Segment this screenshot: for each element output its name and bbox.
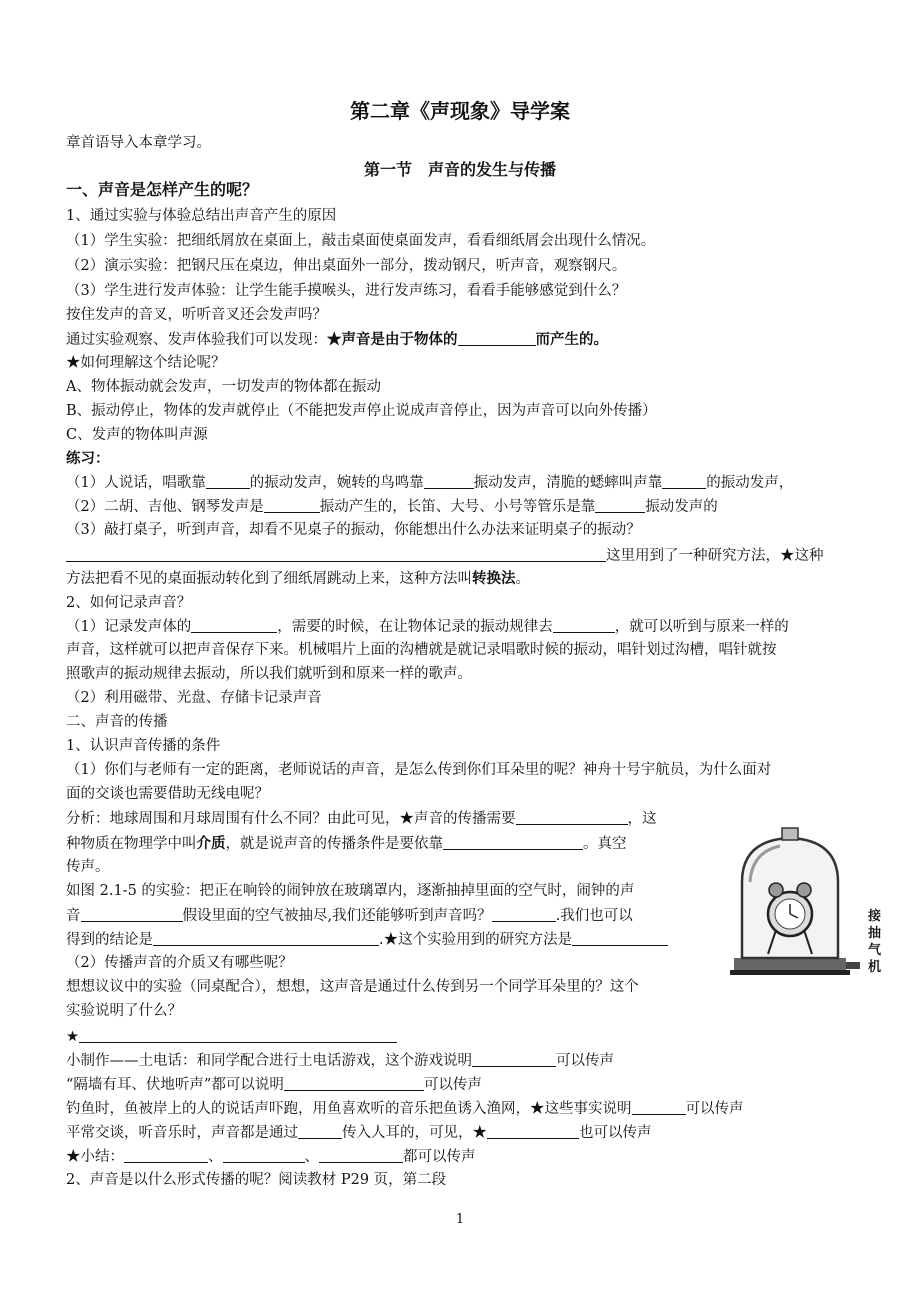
page-number: 1	[455, 1212, 465, 1227]
dome-knob	[782, 828, 798, 840]
text: 也可以传声	[579, 1125, 652, 1141]
paragraph: （2）传播声音的介质又有哪些呢？	[66, 955, 293, 971]
jar-plate	[730, 970, 850, 975]
paragraph: 照歌声的振动规律去振动，所以我们就听到和原来一样的歌声。	[66, 666, 472, 682]
fishing-line	[66, 1098, 744, 1119]
text: ★小结：	[66, 1149, 124, 1165]
jar-base	[734, 958, 846, 972]
figure-caption: 接抽气机	[868, 909, 882, 975]
conversion-method-line	[66, 569, 530, 589]
text: （1）记录发声体的	[66, 619, 192, 635]
paragraph: （1）学生实验：把细纸屑放在桌面上，敲击桌面使桌面发声，看看细纸屑会出现什么情况。	[66, 233, 656, 249]
answer-blank[interactable]	[424, 472, 474, 489]
text: 方法把看不见的桌面振动转化到了细纸屑跳动上来，这种方法叫	[66, 571, 472, 587]
bell-jar-figure	[728, 822, 898, 997]
paragraph: 如图 2.1-5 的实验：把正在响铃的闹钟放在玻璃罩内，逐渐抽掉里面的空气时，闹钟的声	[66, 883, 635, 899]
summary-line	[66, 1146, 476, 1167]
answer-blank[interactable]	[572, 929, 668, 946]
conclusion-bold: ★声音是由于物体的	[327, 331, 458, 348]
answer-blank[interactable]	[284, 1074, 424, 1091]
bell-jar-line-2	[66, 905, 633, 926]
answer-blank[interactable]	[662, 472, 706, 489]
paragraph: 1、认识声音传播的条件	[66, 738, 221, 754]
text: ，就可以听到与原来一样的	[614, 619, 789, 635]
analysis-line-2	[66, 833, 627, 854]
text: 振动发声的	[645, 499, 718, 515]
text: “隔墙有耳、伏地听声”都可以说明	[66, 1077, 284, 1093]
conversation-line	[66, 1122, 652, 1143]
conclusion-bold: 而产生的。	[535, 331, 608, 348]
answer-blank[interactable]	[319, 1146, 403, 1163]
text: 。	[515, 571, 530, 587]
paragraph: 声音，这样就可以把声音保存下来。机械唱片上面的沟槽就是就记录唱歌时候的振动，唱针划过沟槽，唱针就按	[66, 642, 777, 658]
exercise-3-answer-line	[66, 545, 824, 566]
star-answer-line	[66, 1026, 397, 1047]
answer-blank[interactable]	[472, 1050, 556, 1067]
text: 得到的结论是	[66, 932, 153, 948]
paragraph: （3）学生进行发声体验：让学生能手摸喉头，进行发声练习，看看手能够感觉到什么？	[66, 283, 627, 299]
text: 平常交谈，听音乐时，声音都是通过	[66, 1125, 298, 1141]
text: 的振动发声，婉转的鸟鸣靠	[249, 475, 424, 491]
text: 的振动发声，	[706, 475, 794, 491]
paragraph: （1）你们与老师有一定的距离，老师说话的声音，是怎么传到你们耳朵里的呢？神舟十号宇航员，为什么面对	[66, 762, 772, 778]
record-line-1	[66, 616, 789, 637]
text: 传入人耳的，可见，★	[342, 1125, 487, 1141]
part2-heading: 二、声音的传播	[66, 714, 168, 730]
paragraph: 面的交谈也需要借助无线电呢？	[66, 786, 269, 802]
medium-term: 介质	[196, 835, 226, 852]
answer-blank[interactable]	[632, 1098, 686, 1115]
answer-blank[interactable]	[66, 545, 606, 562]
paragraph: （2）利用磁带、光盘、存储卡记录声音	[66, 690, 322, 706]
answer-blank[interactable]	[595, 496, 645, 513]
clock-bell	[797, 883, 811, 897]
answer-blank[interactable]	[487, 1122, 579, 1139]
text: （2）二胡、吉他、钢琴发声是	[66, 499, 264, 515]
text: 这里用到了一种研究方法，★这种	[606, 548, 824, 564]
answer-blank[interactable]	[124, 1146, 208, 1163]
star-mark: ★	[66, 1029, 79, 1045]
clock-bell	[769, 883, 783, 897]
part1-heading: 一、声音是怎样产生的呢？	[66, 180, 259, 199]
text: 钓鱼时，鱼被岸上的人的说话声吓跑，用鱼喜欢听的音乐把鱼诱入渔网，★这些事实说明	[66, 1101, 632, 1117]
conclusion-line	[66, 329, 608, 350]
text: 种物质在物理学中叫	[66, 836, 197, 852]
text: 、	[208, 1149, 223, 1165]
text: （1）人说话，唱歌靠	[66, 475, 206, 491]
paragraph: C、发声的物体叫声源	[66, 427, 208, 443]
paragraph: 想想议议中的实验（同桌配合），想想，这声音是通过什么传到另一个同学耳朵里的？这个	[66, 979, 639, 995]
text: ，需要的时候，在让物体记录的振动规律去	[277, 619, 553, 635]
text: ，就是说声音的传播条件是要依靠	[225, 836, 443, 852]
practice-heading: 练习：	[66, 450, 110, 467]
paragraph: ★如何理解这个结论呢？	[66, 355, 226, 371]
exercise-2	[66, 496, 718, 517]
chapter-title: 第二章《声现象》导学案	[350, 99, 570, 123]
answer-blank[interactable]	[298, 1122, 342, 1139]
section-title: 第一节 声音的发生与传播	[363, 160, 556, 179]
text: 。真空	[583, 836, 627, 852]
text: ，这	[627, 811, 657, 827]
answer-blank[interactable]	[206, 472, 250, 489]
answer-blank[interactable]	[79, 1026, 397, 1043]
text: .★这个实验用到的研究方法是	[379, 932, 573, 948]
intro-line: 章首语导入本章学习。	[66, 135, 211, 151]
bell-jar-line-3	[66, 929, 668, 950]
tin-can-phone-line	[66, 1050, 614, 1071]
answer-blank[interactable]	[264, 496, 320, 513]
text: 假设里面的空气被抽尽,我们还能够听到声音吗？	[182, 908, 492, 924]
answer-blank[interactable]	[492, 905, 556, 922]
paragraph: 2、声音是以什么形式传播的呢？阅读教材 P29 页，第二段	[66, 1172, 447, 1188]
air-pipe	[846, 962, 860, 969]
text: 振动发声，清脆的蟋蟀叫声靠	[473, 475, 663, 491]
text: 分析：地球周围和月球周围有什么不同？由此可见，★声音的传播需要	[66, 811, 516, 827]
exercise-3: （3）敲打桌子，听到声音，却看不见桌子的振动，你能想出什么办法来证明桌子的振动？	[66, 522, 641, 538]
text: 小制作——土电话：和同学配合进行土电话游戏，这个游戏说明	[66, 1053, 472, 1069]
answer-blank[interactable]	[443, 833, 583, 850]
text: 振动产生的，长笛、大号、小号等管乐是靠	[319, 499, 596, 515]
answer-blank[interactable]	[81, 905, 183, 922]
paragraph: 1、通过实验与体验总结出声音产生的原因	[66, 208, 337, 224]
text: 可以传声	[556, 1053, 614, 1069]
text: 可以传声	[685, 1101, 744, 1117]
text: 音	[66, 908, 81, 924]
paragraph: A、物体振动就会发声，一切发声的物体都在振动	[66, 379, 381, 395]
answer-blank[interactable]	[153, 929, 379, 946]
text: 可以传声	[423, 1077, 482, 1093]
text: .我们也可以	[555, 908, 633, 924]
paragraph: 2、如何记录声音？	[66, 595, 192, 611]
method-term: 转换法	[472, 570, 516, 587]
text: 、	[304, 1149, 319, 1165]
text: 通过实验观察、发声体验我们可以发现：	[66, 332, 327, 348]
answer-blank[interactable]	[553, 616, 615, 633]
paragraph: B、振动停止，物体的发声就停止（不能把发声停止说成声音停止，因为声音可以向外传播）	[66, 403, 657, 419]
paragraph: （2）演示实验：把钢尺压在桌边，伸出桌面外一部分，拨动钢尺，听声音，观察钢尺。	[66, 258, 627, 274]
answer-blank[interactable]	[223, 1146, 305, 1163]
answer-blank[interactable]	[458, 329, 536, 346]
text: 都可以传声	[403, 1149, 476, 1165]
answer-blank[interactable]	[191, 616, 277, 633]
paragraph: 传声。	[66, 859, 110, 875]
analysis-line-1	[66, 808, 657, 829]
answer-blank[interactable]	[516, 808, 628, 825]
exercise-1	[66, 472, 793, 493]
paragraph: 实验说明了什么？	[66, 1003, 182, 1019]
wall-ears-line	[66, 1074, 482, 1095]
paragraph: 按住发声的音叉，听听音叉还会发声吗？	[66, 307, 327, 323]
